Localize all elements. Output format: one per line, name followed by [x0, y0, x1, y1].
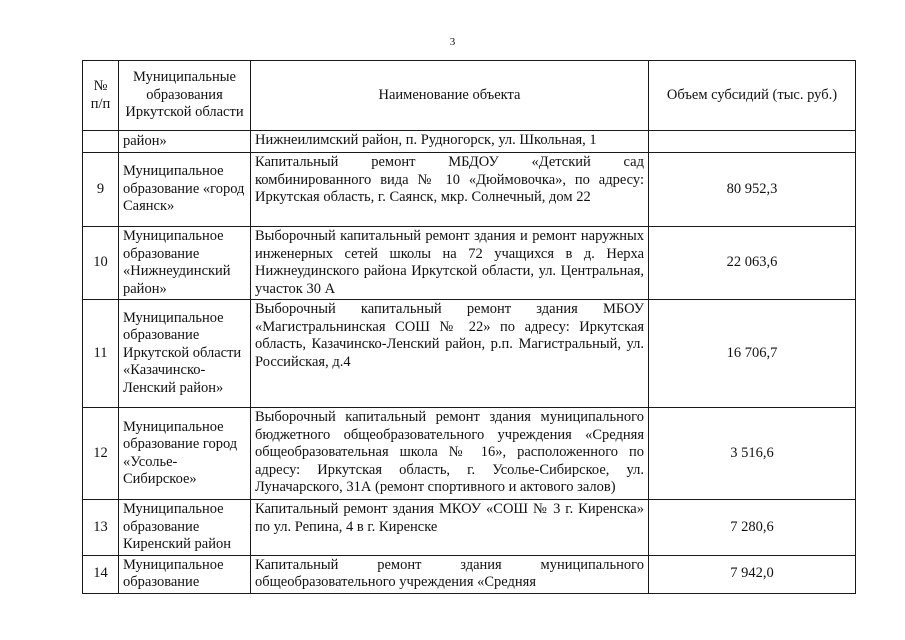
row-object: Капитальный ремонт здания МКОУ «СОШ № 3 г. Киренска» по ул. Репина, 4 в г. Киренске — [251, 500, 649, 556]
row-subsidy: 22 063,6 — [649, 227, 856, 300]
row-num: 11 — [83, 300, 119, 408]
row-object: Капитальный ремонт МБДОУ «Детский сад комбинированного вида № 10 «Дюймовочка», по адресу: Иркутская область, г. Саянск, мкр. Солнечный, дом 22 — [251, 153, 649, 227]
header-object: Наименование объекта — [251, 61, 649, 131]
table-row — [83, 555, 856, 593]
table-row — [83, 408, 856, 500]
table-row — [83, 227, 856, 300]
header-subsidy: Объем субсидий (тыс. руб.) — [649, 61, 856, 131]
row-subsidy: 7 942,0 — [649, 555, 856, 593]
row-municipality: Муниципальное образование — [119, 555, 251, 593]
table-row — [83, 300, 856, 408]
row-num: 14 — [83, 555, 119, 593]
row-object: Нижнеилимский район, п. Рудногорск, ул. Школьная, 1 — [251, 131, 649, 153]
row-municipality: Муниципальное образование «Нижнеудинский район» — [119, 227, 251, 300]
row-municipality: район» — [119, 131, 251, 153]
table-row — [83, 500, 856, 556]
row-object: Выборочный капитальный ремонт здания МБОУ «Магистральнинская СОШ № 22» по адресу: Иркутская область, Казачинско-Ленский район, р.п. Магистральный, ул. Российская, д.4 — [251, 300, 649, 408]
row-municipality: Муниципальное образование Киренский район — [119, 500, 251, 556]
table-row — [83, 153, 856, 227]
row-num: 13 — [83, 500, 119, 556]
table-row — [83, 131, 856, 153]
row-object: Капитальный ремонт здания муниципального общеобразовательного учреждения «Средняя — [251, 555, 649, 593]
header-municipality: Муниципальные образования Иркутской области — [119, 61, 251, 131]
header-num: № п/п — [83, 61, 119, 131]
row-num: 10 — [83, 227, 119, 300]
row-municipality: Муниципальное образование город «Усолье-Сибирское» — [119, 408, 251, 500]
row-num: 12 — [83, 408, 119, 500]
row-subsidy: 7 280,6 — [649, 500, 856, 556]
page-number: 3 — [449, 36, 456, 48]
row-num: 9 — [83, 153, 119, 227]
row-municipality: Муниципальное образование Иркутской области «Казачинско-Ленский район» — [119, 300, 251, 408]
row-object: Выборочный капитальный ремонт здания и ремонт наружных инженерных сетей школы на 72 учащихся в д. Нерха Нижнеудинского района Иркутской области, ул. Центральная, участок 30 А — [251, 227, 649, 300]
row-num — [83, 131, 119, 153]
row-municipality: Муниципальное образование «город Саянск» — [119, 153, 251, 227]
row-subsidy: 80 952,3 — [649, 153, 856, 227]
row-object: Выборочный капитальный ремонт здания муниципального бюджетного общеобразовательного учреждения «Средняя общеобразовательная школа № 16», расположенного по адресу: Иркутская область, г. Усолье-Сибирское, ул. Луначарского, 31А (ремонт спортивного и актового залов) — [251, 408, 649, 500]
row-subsidy: 3 516,6 — [649, 408, 856, 500]
subsidy-table — [82, 60, 856, 594]
row-subsidy: 16 706,7 — [649, 300, 856, 408]
row-subsidy — [649, 131, 856, 153]
table-header-row — [83, 61, 856, 131]
